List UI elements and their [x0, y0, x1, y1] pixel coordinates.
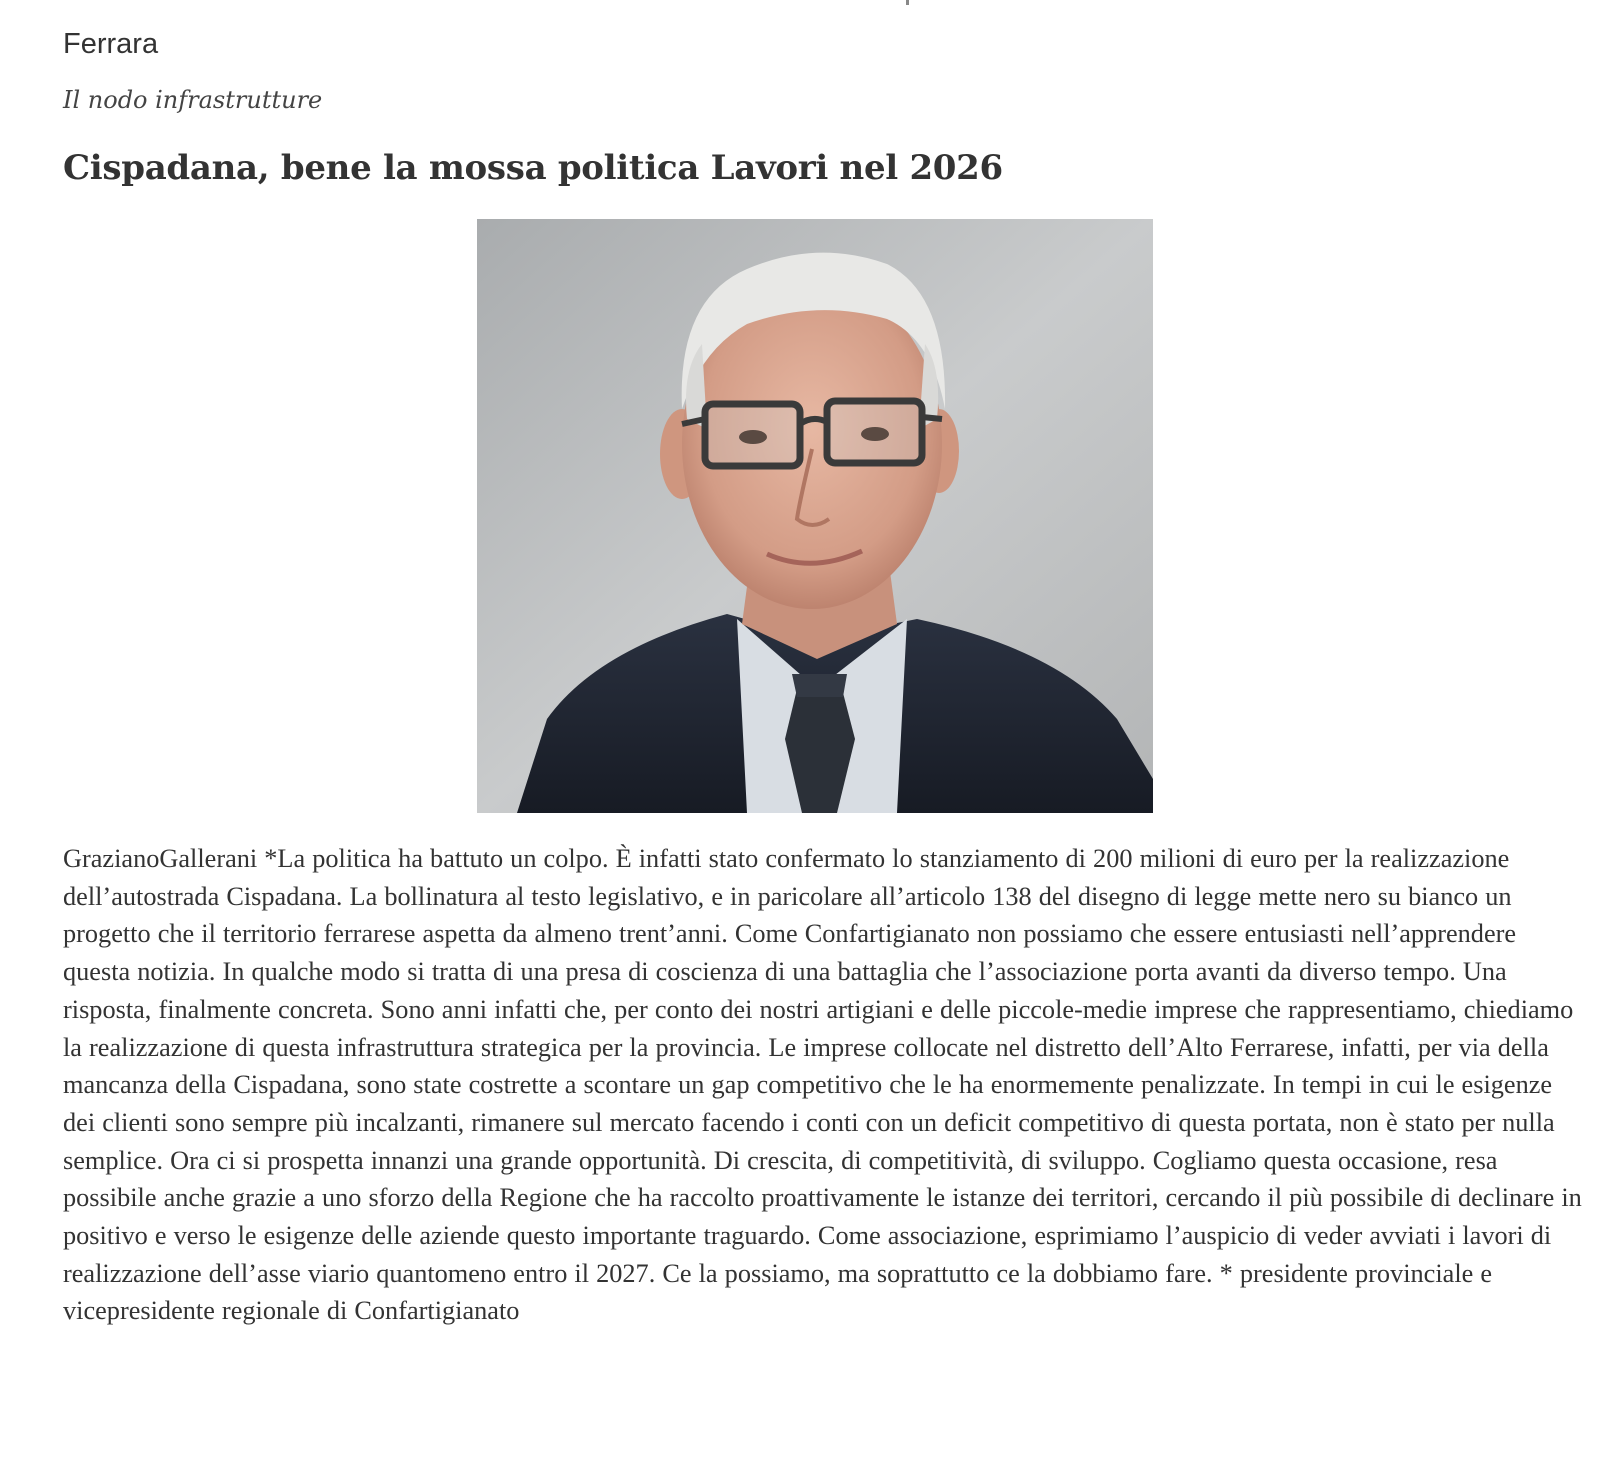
article-body: GrazianoGallerani *La politica ha battuto un colpo. È infatti stato confermato lo stanziamento di 200 milioni di euro per la realizzazione dell’autostrada Cispadana. La bollinatura al testo legislativo, e in paricolare all’articolo 138 del disegno di legge mette nero su bianco un progetto che il territorio ferrarese aspetta da almeno trent’anni. Come Confartigianato non possiamo che essere entusiasti nell’apprendere questa notizia. In qualche modo si tratta di una presa di coscienza di una battaglia che l’associazione porta avanti da diverso tempo. Una risposta, finalmente concreta. Sono anni infatti che, per conto dei nostri artigiani e delle piccole-medie imprese che rappresentiamo, chiediamo la realizzazione di questa infrastruttura strategica per la provincia. Le imprese collocate nel distretto dell’Alto Ferrarese, infatti, per via della mancanza della Cispadana, sono state costrette a scontare un gap competitivo che le ha enormemente penalizzate. In tempi in cui le esigenze dei clienti sono sempre più incalzanti, rimanere sul mercato facendo i conti con un deficit competitivo di questa portata, non è stato per nulla semplice. Ora ci si prospetta innanzi una grande opportunità. Di crescita, di competitività, di sviluppo. Cogliamo questa occasione, resa possibile anche grazie a uno sforzo della Regione che ha raccolto proattivamente le istanze dei territori, cercando il più possibile di declinare in positivo e verso le esigenze delle aziende questo importante traguardo. Come associazione, esprimiamo l’auspicio di veder avviati i lavori di realizzazione dell’asse viario quantomeno entro il 2027. Ce la possiamo, ma soprattutto ce la dobbiamo fare. * presidente provinciale e vicepresidente regionale di Confartigianato [63, 844, 1582, 1326]
section-label: Ferrara [63, 28, 159, 60]
portrait-photo [477, 219, 1153, 813]
page-top-mark [906, 0, 909, 5]
article-kicker: Il nodo infrastrutture [63, 86, 323, 114]
article-headline: Cispadana, bene la mossa politica Lavori nel 2026 [63, 148, 1003, 188]
portrait-illustration [477, 219, 1153, 813]
